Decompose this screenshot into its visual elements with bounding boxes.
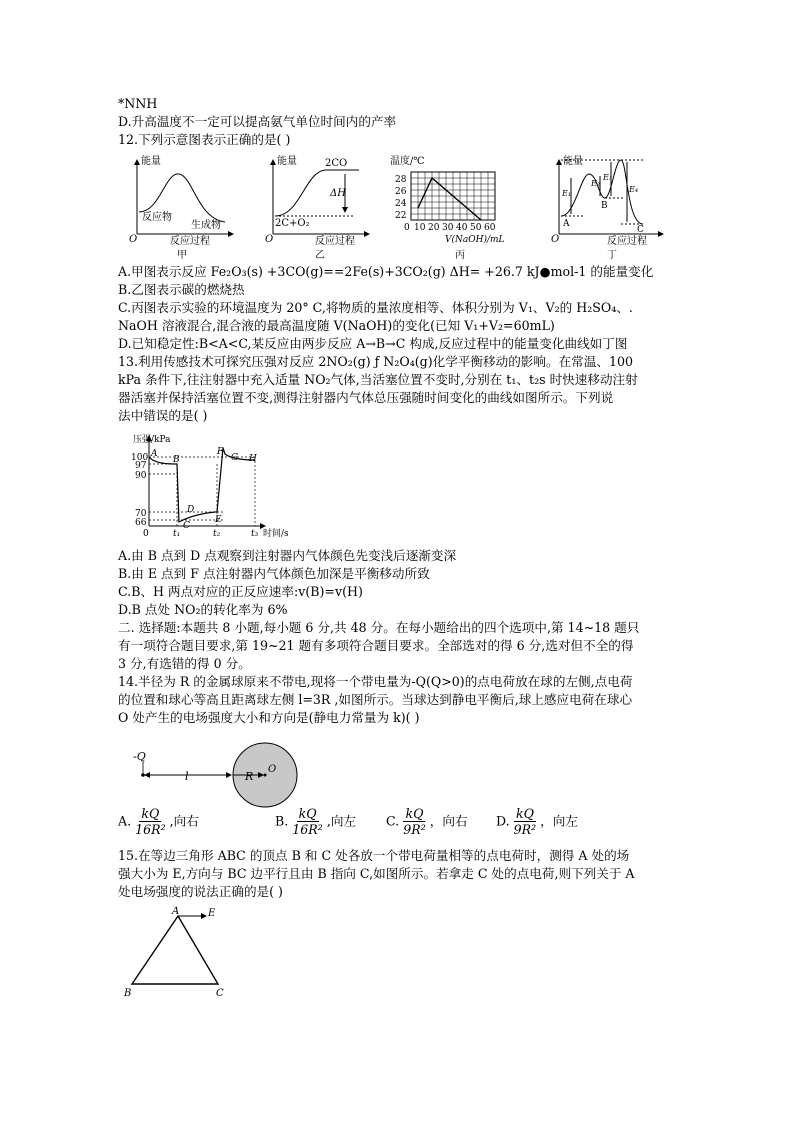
text-line: C.B、H 两点对应的正反应速率:v(B)=v(H) — [118, 584, 363, 599]
text-line: 器活塞并保持活塞位置不变,测得注射器内气体总压强随时间变化的曲线如图所示。下列说 — [118, 390, 614, 405]
svg-text:t₁: t₁ — [173, 529, 181, 539]
question-15-stem: 15.在等边三角形 ABC 的顶点 B 和 C 处各放一个带电荷量相等的点电荷时，测得 A 处的场 — [118, 848, 630, 863]
svg-text:2C+O₂: 2C+O₂ — [275, 218, 310, 229]
svg-text:D: D — [187, 505, 195, 515]
question-12-stem: 12.下列示意图表示正确的是( ) — [118, 132, 291, 147]
svg-text:10: 10 — [414, 223, 426, 233]
text-line: D.升高温度不一定可以提高氨气单位时间内的产率 — [118, 114, 397, 129]
text-line: 3 分,有选错的得 0 分。 — [118, 656, 251, 671]
svg-text:E₂: E₂ — [591, 179, 601, 188]
graph-jia — [129, 154, 233, 261]
q12-graphs — [115, 152, 675, 262]
svg-text:E₁: E₁ — [562, 189, 572, 198]
caption: 甲 — [177, 250, 187, 261]
text-line: 的位置和球心等高且距离球左侧 l=3R ,如图所示。当球达到静电平衡后,球上感应电荷在球心 — [118, 692, 633, 707]
option-d[interactable]: D. $\frac{kQ}{\text{9R²}}$ ，向左 — [496, 806, 578, 837]
svg-text:C: C — [637, 225, 644, 235]
text-line: D.已知稳定性:B<A<C,某反应由两步反应 A→B→C 构成,反应过程中的能量变化曲线如丁图 — [118, 336, 628, 351]
svg-text:V(NaOH)/mL: V(NaOH)/mL — [445, 235, 505, 245]
svg-text:22: 22 — [395, 211, 407, 221]
svg-text:丙: 丙 — [455, 250, 465, 261]
option-a[interactable]: A. $\frac{kQ}{\text{16R²}}$ ,向右 — [118, 806, 199, 837]
svg-text:温度/℃: 温度/℃ — [390, 156, 425, 167]
text-line: C.丙图表示实验的环境温度为 20° C,将物质的量浓度相等、体积分别为 V₁、V₂的 H₂SO₄、. — [118, 300, 633, 315]
text-line: *NNH — [118, 96, 158, 111]
svg-text:O: O — [265, 234, 274, 245]
svg-text:E: E — [208, 908, 216, 919]
text-line: 有一项符合题目要求,第 19~21 题有多项符合题目要求。全部选对的得 6 分,选对但不全的得 — [118, 638, 634, 653]
svg-text:t₂: t₂ — [213, 529, 221, 539]
svg-text:丁: 丁 — [607, 250, 617, 261]
svg-text:R: R — [245, 770, 254, 783]
svg-text:97: 97 — [135, 461, 147, 471]
svg-text:C: C — [216, 988, 224, 999]
svg-text:20: 20 — [428, 223, 440, 233]
text-line: 强大小为 E,方向与 BC 边平行且由 B 指向 C,如图所示。若拿走 C 处的点电荷,则下列关于 A — [118, 866, 635, 881]
svg-text:时间/s: 时间/s — [263, 529, 289, 539]
section-heading: 二. 选择题:本题共 8 小题,每小题 6 分,共 48 分。在每小题给出的四个选项中,第 14~18 题只 — [118, 620, 640, 635]
svg-text:ΔH: ΔH — [330, 188, 346, 199]
text-line: NaOH 溶液混合,混合液的最高温度随 V(NaOH)的变化(已知 V₁+V₂=60mL) — [118, 318, 555, 333]
text-line: 处电场强度的说法正确的是( ) — [118, 884, 283, 899]
svg-text:压强/kPa: 压强/kPa — [133, 435, 171, 445]
svg-text:B: B — [173, 455, 180, 465]
graph-yi — [265, 154, 369, 261]
q15-triangle-figure — [118, 902, 248, 1002]
graph-bing — [390, 154, 505, 261]
svg-text:G: G — [231, 453, 239, 463]
svg-text:E: E — [215, 515, 222, 525]
text-line: 法中错误的是( ) — [118, 408, 208, 423]
svg-text:2CO: 2CO — [325, 158, 348, 169]
q13-pressure-graph — [115, 430, 305, 542]
svg-text:100: 100 — [131, 453, 149, 463]
svg-text:F: F — [217, 447, 224, 457]
svg-text:反应过程: 反应过程 — [607, 236, 647, 247]
svg-text:E₃: E₃ — [603, 173, 613, 182]
svg-text:40: 40 — [456, 223, 468, 233]
svg-text:0: 0 — [404, 223, 410, 233]
text-line: A.由 B 点到 D 点观察到注射器内气体颜色先变浅后逐渐变深 — [118, 548, 457, 563]
label-reactant: 反应物 — [142, 212, 172, 223]
svg-text:能量: 能量 — [277, 156, 297, 167]
svg-text:60: 60 — [484, 223, 496, 233]
graph-ding — [551, 154, 663, 261]
svg-text:l: l — [185, 770, 189, 783]
text-line: A.甲图表示反应 Fe₂O₃(s) +3CO(g)==2Fe(s)+3CO₂(g) ΔH= +26.7 kJ●mol-1 的能量变化 — [118, 264, 654, 279]
svg-text:反应过程: 反应过程 — [170, 236, 210, 247]
text-line: D.B 点处 NO₂的转化率为 6% — [118, 602, 288, 617]
svg-text:乙: 乙 — [315, 250, 325, 261]
svg-text:70: 70 — [135, 509, 147, 519]
svg-text:O: O — [268, 764, 277, 775]
svg-text:E₄: E₄ — [629, 185, 639, 194]
svg-text:O: O — [551, 234, 560, 245]
text-line: O 处产生的电场强度大小和方向是(静电力常量为 k)( ) — [118, 710, 420, 725]
svg-text:26: 26 — [395, 187, 407, 197]
svg-text:H: H — [249, 454, 257, 464]
svg-text:C: C — [183, 521, 190, 531]
svg-text:50: 50 — [470, 223, 482, 233]
text-line: kPa 条件下,往注射器中充入适量 NO₂气体,当活塞位置不变时,分别在 t₁、t₂s 时快速移动注射 — [118, 372, 638, 387]
svg-text:B: B — [124, 988, 132, 999]
label-product: 生成物 — [191, 220, 221, 231]
svg-text:0: 0 — [143, 529, 149, 539]
svg-text:A: A — [563, 219, 570, 229]
svg-text:-Q: -Q — [133, 750, 146, 763]
option-c[interactable]: C. $\frac{kQ}{\text{9R²}}$ ，向右 — [386, 806, 468, 837]
svg-text:24: 24 — [395, 199, 407, 209]
svg-text:O: O — [129, 234, 138, 245]
svg-text:反应过程: 反应过程 — [315, 236, 355, 247]
svg-text:30: 30 — [442, 223, 454, 233]
svg-text:A: A — [172, 906, 180, 917]
svg-text:B: B — [601, 201, 608, 211]
svg-text:66: 66 — [135, 518, 147, 528]
svg-text:能量: 能量 — [563, 156, 583, 167]
svg-text:90: 90 — [135, 471, 147, 481]
text-line: B.由 E 点到 F 点注射器内气体颜色加深是平衡移动所致 — [118, 566, 430, 581]
text-line: B.乙图表示碳的燃烧热 — [118, 282, 245, 297]
axis-label: 能量 — [141, 156, 161, 167]
svg-text:A: A — [151, 449, 158, 459]
option-b[interactable]: B. $\frac{kQ}{\text{16R²}}$ ,向左 — [275, 806, 357, 837]
question-14-stem: 14.半径为 R 的金属球原来不带电,现将一个带电量为-Q(Q>0)的点电荷放在球的左侧,点电荷 — [118, 674, 633, 689]
svg-text:t₃: t₃ — [251, 529, 259, 539]
question-13-stem: 13.利用传感技术可探究压强对反应 2NO₂(g) ƒ N₂O₄(g)化学平衡移动的影响。在常温、100 — [118, 354, 633, 369]
svg-text:28: 28 — [395, 175, 407, 185]
